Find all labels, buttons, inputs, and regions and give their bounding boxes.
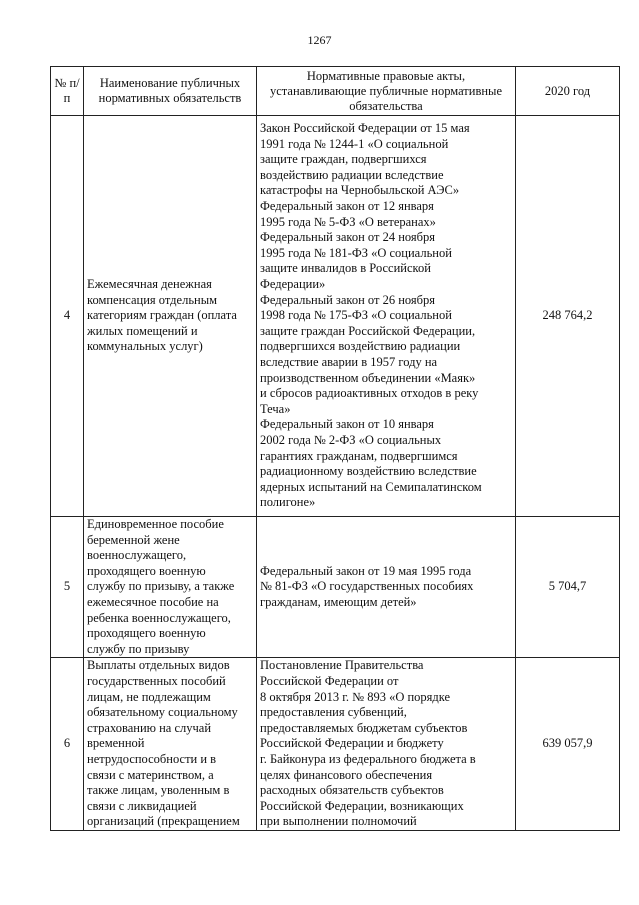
text-line: ежемесячное пособие на: [87, 594, 219, 609]
text-line: Ежемесячная денежная: [87, 277, 212, 292]
legal-acts: [257, 116, 516, 517]
text-line: обязательному социальному: [87, 705, 238, 720]
legal-acts: [257, 517, 516, 658]
text-line: временной: [87, 736, 145, 751]
text-line: коммунальных услуг): [87, 339, 203, 354]
text-line: Федеральный закон от 10 января: [260, 417, 434, 432]
text-line: лицам, не подлежащим: [87, 689, 211, 704]
text-line: службу по призыву, а также: [87, 579, 235, 594]
text-line: проходящего военную: [87, 626, 206, 641]
text-line: связи с материнством, а: [87, 767, 214, 782]
text-line: службу по призыву: [87, 641, 190, 656]
text-line: полигоне»: [260, 495, 316, 510]
text-line: вследствие аварии в 1957 году на: [260, 354, 438, 369]
text-line: расходных обязательств субъектов: [260, 783, 444, 798]
text-line: 1998 года № 175-ФЗ «О социальной: [260, 308, 452, 323]
text-line: Постановление Правительства: [260, 658, 424, 673]
text-line: катастрофы на Чернобыльской АЭС»: [260, 183, 460, 198]
text-line: жилых помещений и: [87, 323, 198, 338]
text-line: предоставляемых бюджетам субъектов: [260, 720, 468, 735]
text-line: гарантиях гражданам, подвергшимся: [260, 448, 458, 463]
text-line: связи с ликвидацией: [87, 798, 197, 813]
text-line: государственных пособий: [87, 673, 226, 688]
text-line: 1995 года № 181-ФЗ «О социальной: [260, 245, 452, 260]
text-line: 1995 года № 5-ФЗ «О ветеранах»: [260, 214, 436, 229]
obligation-name: [84, 517, 257, 658]
amount: 5 704,7: [516, 517, 620, 658]
text-line: гражданам, имеющим детей»: [260, 594, 417, 609]
obligation-name: [84, 658, 257, 831]
text-line: Федеральный закон от 19 мая 1995 года: [260, 563, 472, 578]
table-row: [51, 116, 620, 517]
row-number: 4: [51, 116, 84, 517]
text-line: Российской Федерации, возникающих: [260, 798, 464, 813]
text-line: также лицам, уволенным в: [87, 783, 230, 798]
table-header-row: [51, 67, 620, 116]
text-line: компенсация отдельным: [87, 292, 218, 307]
text-line: ядерных испытаний на Семипалатинском: [260, 479, 482, 494]
amount: 248 764,2: [516, 116, 620, 517]
amount: 639 057,9: [516, 658, 620, 831]
text-line: нетрудоспособности и в: [87, 751, 217, 766]
text-line: Российской Федерации и бюджету: [260, 736, 444, 751]
text-line: Федеральный закон от 24 ноября: [260, 230, 436, 245]
text-line: целях финансового обеспечения: [260, 767, 433, 782]
text-line: воздействию радиации вследствие: [260, 167, 444, 182]
text-line: категориям граждан (оплата: [87, 308, 237, 323]
text-line: Теча»: [260, 401, 291, 416]
text-line: 2002 года № 2-ФЗ «О социальных: [260, 432, 442, 447]
table-row: [51, 658, 620, 831]
header-num: № п/п: [51, 67, 84, 116]
text-line: защите граждан Российской Федерации,: [260, 323, 476, 338]
header-year: 2020 год: [516, 67, 620, 116]
text-line: ребенка военнослужащего,: [87, 610, 231, 625]
text-line: страхованию на случай: [87, 720, 212, 735]
row-number: 5: [51, 517, 84, 658]
text-line: организаций (прекращением: [87, 814, 240, 829]
text-line: Федеральный закон от 12 января: [260, 199, 434, 214]
text-line: военнослужащего,: [87, 548, 187, 563]
text-line: при выполнении полномочий: [260, 814, 417, 829]
text-line: и сбросов радиоактивных отходов в реку: [260, 386, 479, 401]
text-line: Выплаты отдельных видов: [87, 658, 230, 673]
table-row: [51, 517, 620, 658]
text-line: производственном объединении «Маяк»: [260, 370, 476, 385]
text-line: г. Байконура из федерального бюджета в: [260, 751, 476, 766]
text-line: подвергшихся воздействию радиации: [260, 339, 461, 354]
text-line: защите инвалидов в Российской: [260, 261, 431, 276]
text-line: № 81-ФЗ «О государственных пособиях: [260, 579, 474, 594]
text-line: Закон Российской Федерации от 15 мая: [260, 121, 470, 136]
text-line: 8 октября 2013 г. № 893 «О порядке: [260, 689, 451, 704]
text-line: Российской Федерации от: [260, 673, 399, 688]
page-number: 1267: [307, 33, 332, 47]
row-number: 6: [51, 658, 84, 831]
legal-acts: [257, 658, 516, 831]
header-acts: Нормативные правовые акты, устанавливающие публичные нормативные обязательства: [257, 67, 516, 116]
text-line: 1991 года № 1244-1 «О социальной: [260, 136, 449, 151]
obligations-table: [50, 66, 620, 831]
text-line: радиационному воздействию вследствие: [260, 464, 477, 479]
text-line: защите граждан, подвергшихся: [260, 152, 427, 167]
text-line: предоставления субвенций,: [260, 705, 407, 720]
text-line: Единовременное пособие: [87, 517, 224, 531]
obligation-name: [84, 116, 257, 517]
text-line: проходящего военную: [87, 563, 206, 578]
header-name: Наименование публичных нормативных обязательств: [84, 67, 257, 116]
text-line: Федерации»: [260, 277, 326, 292]
text-line: беременной жене: [87, 532, 180, 547]
text-line: Федеральный закон от 26 ноября: [260, 292, 436, 307]
